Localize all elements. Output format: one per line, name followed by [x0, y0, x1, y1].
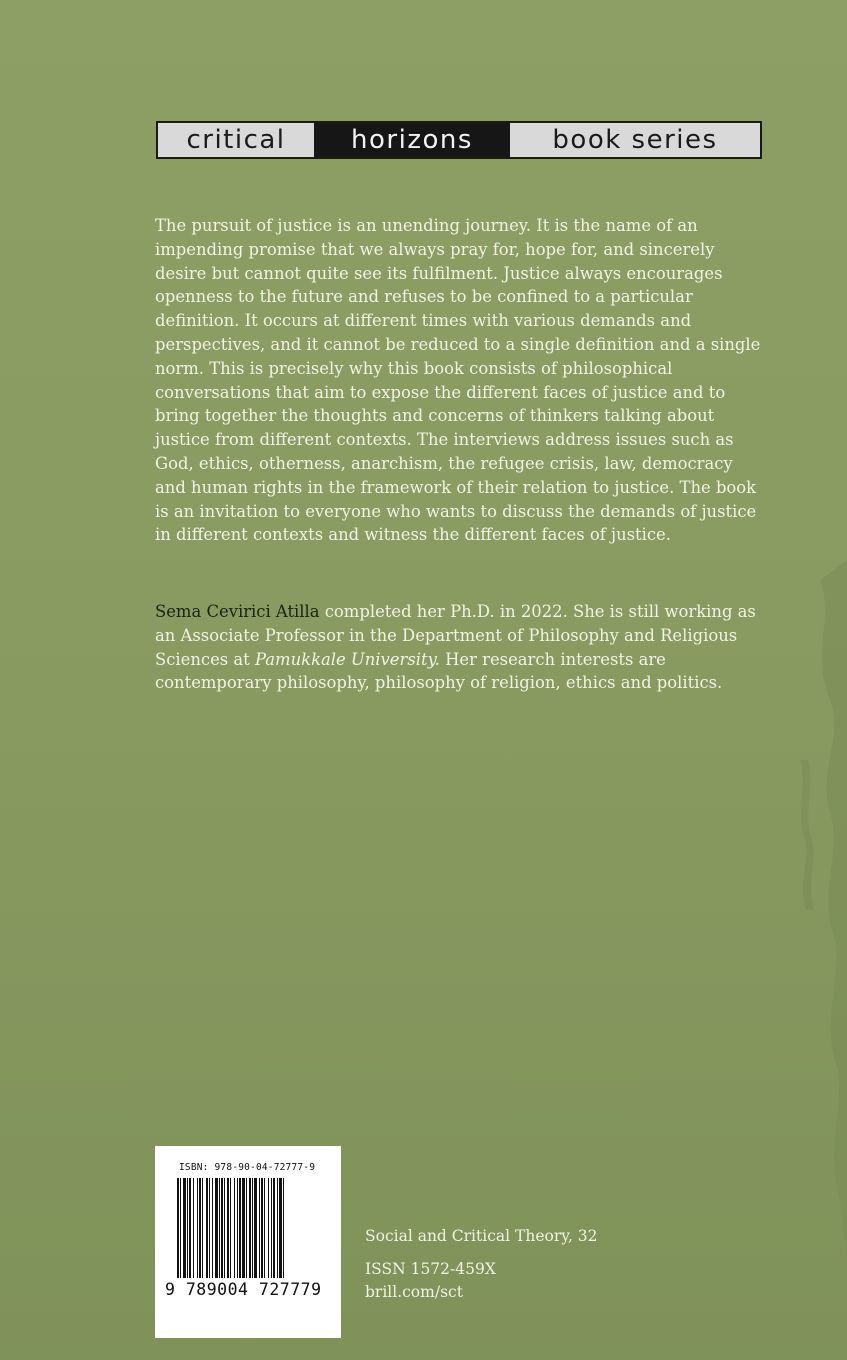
banner-word-critical: critical [158, 123, 314, 157]
barcode-panel [155, 1146, 341, 1338]
barcode-digits: 9 789004 727779 [165, 1280, 322, 1299]
author-name: Sema Cevirici Atilla [155, 602, 320, 621]
issn: ISSN 1572-459X [365, 1260, 496, 1278]
publisher-url: brill.com/sct [365, 1283, 463, 1301]
background-texture [780, 560, 847, 1260]
author-bio [155, 600, 765, 695]
banner-word-book-series: book series [510, 123, 760, 157]
series-banner [156, 121, 762, 159]
barcode-icon [175, 1178, 321, 1296]
banner-word-horizons: horizons [314, 123, 510, 157]
isbn-label: ISBN: 978-90-04-72777-9 [179, 1162, 316, 1173]
series-name: Social and Critical Theory, 32 [365, 1227, 598, 1245]
series-info [365, 1225, 598, 1304]
book-blurb: The pursuit of justice is an unending journey. It is the name of an impending promise that we always pray for, hope for, and sincerely desire but cannot quite see its fulfilment. Justice always encourages openness to the future and refuses to be confined to a particular definition. It occurs at different times with various demands and perspectives, and it cannot be reduced to a single definition and a single norm. This is precisely why this book consists of philosophical conversations that aim to expose the different faces of justice and to bring together the thoughts and concerns of thinkers talking about justice from different contexts. The interviews address issues such as God, ethics, otherness, anarchism, the refugee crisis, law, democracy and human rights in the framework of their relation to justice. The book is an invitation to everyone who wants to discuss the demands of justice in different contexts and witness the different faces of justice. [155, 216, 761, 545]
bio-text-1: completed her Ph.D. in 2022. She is still working as an Associate Professor in the Department of Philosophy and Religious Sciences at [155, 602, 756, 669]
bio-text-2: Her research interests are contemporary philosophy, philosophy of religion, ethics and politics. [155, 649, 723, 693]
university-name: Pamukkale University. [254, 649, 440, 669]
